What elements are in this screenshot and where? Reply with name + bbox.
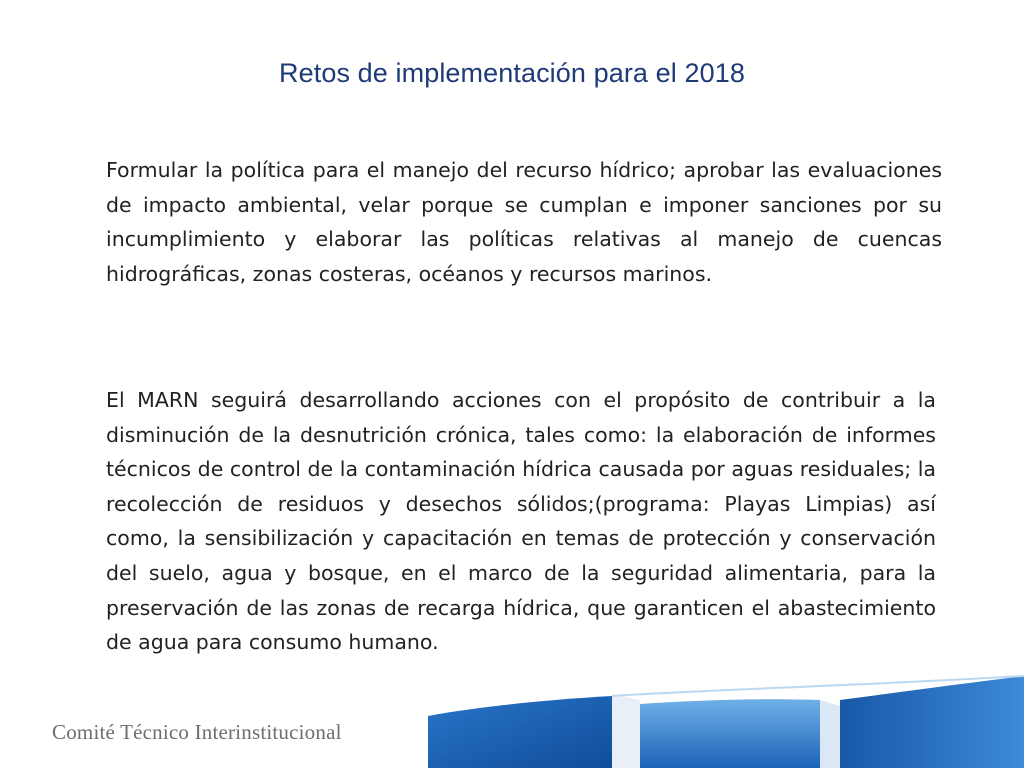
footer-committee-name: Comité Técnico Interinstitucional [52, 720, 342, 744]
paragraph-marn-actions: El MARN seguirá desarrollando acciones con el propósito de contribuir a la disminución de la desnutrición crónica, tales como: la elaboración de informes técnicos de control de la contaminación hídrica causada por aguas residuales; la recolección de residuos y desechos sólidos;(programa: Playas Limpias) así como, la sensibilización y capacitación en temas de protección y conservación del suelo, agua y bosque, en el marco de la seguridad alimentaria, para la preservación de las zonas de recarga hídrica, que garanticen el abastecimiento de agua para consumo humano. [106, 388, 936, 655]
slide-title: Retos de implementación para el 2018 [279, 58, 745, 88]
paragraph-policy: Formular la política para el manejo del recurso hídrico; aprobar las evaluaciones de impacto ambiental, velar porque se cumplan e imponer sanciones por su incumplimiento y elaborar las políticas relativas al manejo de cuencas hidrográficas, zonas costeras, océanos y recursos marinos. [106, 158, 942, 286]
